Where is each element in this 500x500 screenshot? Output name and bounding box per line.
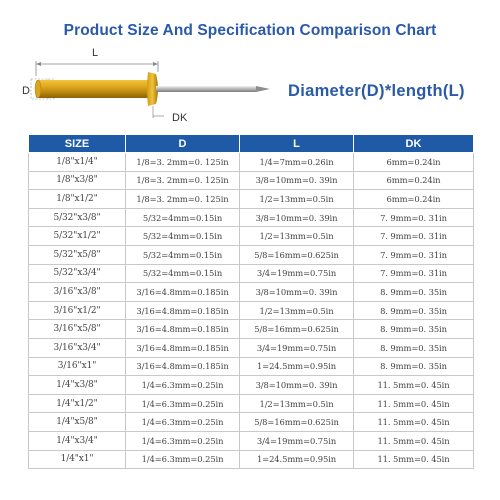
table-row [29, 227, 474, 246]
table-row [29, 450, 474, 469]
table-header-row [29, 135, 474, 153]
head-diameter-cell: 11. 5mm=0. 45in [354, 413, 474, 432]
length-cell: 5/8=16mm=0.625in [240, 245, 354, 264]
diameter-cell: 1/8=3. 2mm=0. 125in [126, 153, 240, 172]
head-diameter-cell: 6mm=0.24in [354, 190, 474, 209]
length-cell: 1/2=13mm=0.5in [240, 394, 354, 413]
length-cell: 3/4=19mm=0.75in [240, 264, 354, 283]
diameter-cell: 1/4=6.3mm=0.25in [126, 450, 240, 469]
specification-table [28, 134, 474, 469]
diameter-cell: 1/8=3. 2mm=0. 125in [126, 171, 240, 190]
diameter-cell: 1/4=6.3mm=0.25in [126, 413, 240, 432]
length-cell: 1=24.5mm=0.95in [240, 357, 354, 376]
head-diameter-cell: 11. 5mm=0. 45in [354, 394, 474, 413]
diameter-cell: 3/16=4.8mm=0.185in [126, 301, 240, 320]
length-cell: 3/8=10mm=0. 39in [240, 376, 354, 395]
table-row [29, 394, 474, 413]
length-cell: 3/8=10mm=0. 39in [240, 283, 354, 302]
size-cell: 3/16"x1" [29, 357, 126, 376]
length-cell: 3/4=19mm=0.75in [240, 338, 354, 357]
table-row [29, 245, 474, 264]
size-cell: 1/8"x1/2" [29, 190, 126, 209]
size-cell: 1/4"x3/8" [29, 376, 126, 395]
diameter-cell: 3/16=4.8mm=0.185in [126, 320, 240, 339]
head-diameter-cell: 11. 5mm=0. 45in [354, 450, 474, 469]
rivet-illustration [22, 42, 292, 122]
diameter-cell: 3/16=4.8mm=0.185in [126, 357, 240, 376]
size-formula: Diameter(D)*length(L) [288, 82, 465, 100]
length-cell: 1=24.5mm=0.95in [240, 450, 354, 469]
column-header-d: D [126, 135, 240, 153]
size-cell: 3/16"x3/4" [29, 338, 126, 357]
table-row [29, 283, 474, 302]
diameter-cell: 5/32=4mm=0.15in [126, 227, 240, 246]
chart-title: Product Size And Specification Comparison Chart [63, 22, 437, 39]
length-cell: 1/2=13mm=0.5in [240, 301, 354, 320]
column-header-size: SIZE [29, 135, 126, 153]
length-dimension [36, 61, 158, 76]
head-diameter-cell: 8. 9mm=0. 35in [354, 301, 474, 320]
size-cell: 5/32"x3/4" [29, 264, 126, 283]
length-cell: 3/4=19mm=0.75in [240, 431, 354, 450]
size-cell: 1/4"x3/4" [29, 431, 126, 450]
head-diameter-cell: 8. 9mm=0. 35in [354, 283, 474, 302]
head-diameter-cell: 7. 9mm=0. 31in [354, 227, 474, 246]
table-row [29, 376, 474, 395]
length-cell: 3/8=10mm=0. 39in [240, 208, 354, 227]
head-diameter-cell: 6mm=0.24in [354, 171, 474, 190]
table-row [29, 301, 474, 320]
column-header-dk: DK [354, 135, 474, 153]
size-cell: 1/4"x5/8" [29, 413, 126, 432]
length-cell: 1/2=13mm=0.5in [240, 227, 354, 246]
table-row [29, 413, 474, 432]
head-diameter-cell: 8. 9mm=0. 35in [354, 320, 474, 339]
head-diameter-cell: 11. 5mm=0. 45in [354, 376, 474, 395]
rivet-diagram [22, 42, 292, 122]
table-row [29, 190, 474, 209]
size-cell: 1/8"x3/8" [29, 171, 126, 190]
diameter-label: D [22, 85, 30, 97]
diameter-cell: 5/32=4mm=0.15in [126, 264, 240, 283]
head-diameter-cell: 8. 9mm=0. 35in [354, 338, 474, 357]
length-cell: 5/8=16mm=0.625in [240, 320, 354, 339]
table-row [29, 320, 474, 339]
diameter-cell: 1/4=6.3mm=0.25in [126, 376, 240, 395]
diameter-cell: 5/32=4mm=0.15in [126, 208, 240, 227]
diameter-cell: 1/8=3. 2mm=0. 125in [126, 190, 240, 209]
head-diameter-cell: 7. 9mm=0. 31in [354, 208, 474, 227]
size-cell: 1/4"x1/2" [29, 394, 126, 413]
diameter-cell: 1/4=6.3mm=0.25in [126, 431, 240, 450]
size-cell: 1/8"x1/4" [29, 153, 126, 172]
table-row [29, 208, 474, 227]
head-diameter-cell: 6mm=0.24in [354, 153, 474, 172]
table-row [29, 171, 474, 190]
size-cell: 5/32"x1/2" [29, 227, 126, 246]
table-row [29, 338, 474, 357]
size-cell: 3/16"x5/8" [29, 320, 126, 339]
length-cell: 5/8=16mm=0.625in [240, 413, 354, 432]
head-diameter-cell: 11. 5mm=0. 45in [354, 431, 474, 450]
length-cell: 1/2=13mm=0.5in [240, 190, 354, 209]
head-diameter-cell: 7. 9mm=0. 31in [354, 245, 474, 264]
rivet-body [36, 80, 152, 98]
table-row [29, 357, 474, 376]
head-diameter-cell: 8. 9mm=0. 35in [354, 357, 474, 376]
table-row [29, 431, 474, 450]
size-cell: 5/32"x5/8" [29, 245, 126, 264]
size-cell: 1/4"x1" [29, 450, 126, 469]
diameter-cell: 3/16=4.8mm=0.185in [126, 338, 240, 357]
diameter-cell: 3/16=4.8mm=0.185in [126, 283, 240, 302]
head-diameter-cell: 7. 9mm=0. 31in [354, 264, 474, 283]
size-cell: 5/32"x3/8" [29, 208, 126, 227]
length-cell: 1/4=7mm=0.26in [240, 153, 354, 172]
table-row [29, 264, 474, 283]
rivet-mandrel [156, 86, 256, 92]
table-row [29, 153, 474, 172]
column-header-l: L [240, 135, 354, 153]
diameter-cell: 5/32=4mm=0.15in [126, 245, 240, 264]
size-cell: 3/16"x3/8" [29, 283, 126, 302]
size-cell: 3/16"x1/2" [29, 301, 126, 320]
length-cell: 3/8=10mm=0. 39in [240, 171, 354, 190]
length-label: L [92, 47, 99, 59]
head-diameter-dimension [153, 106, 164, 118]
diameter-cell: 1/4=6.3mm=0.25in [126, 394, 240, 413]
table-body [29, 153, 474, 469]
head-diameter-label: DK [172, 112, 188, 122]
